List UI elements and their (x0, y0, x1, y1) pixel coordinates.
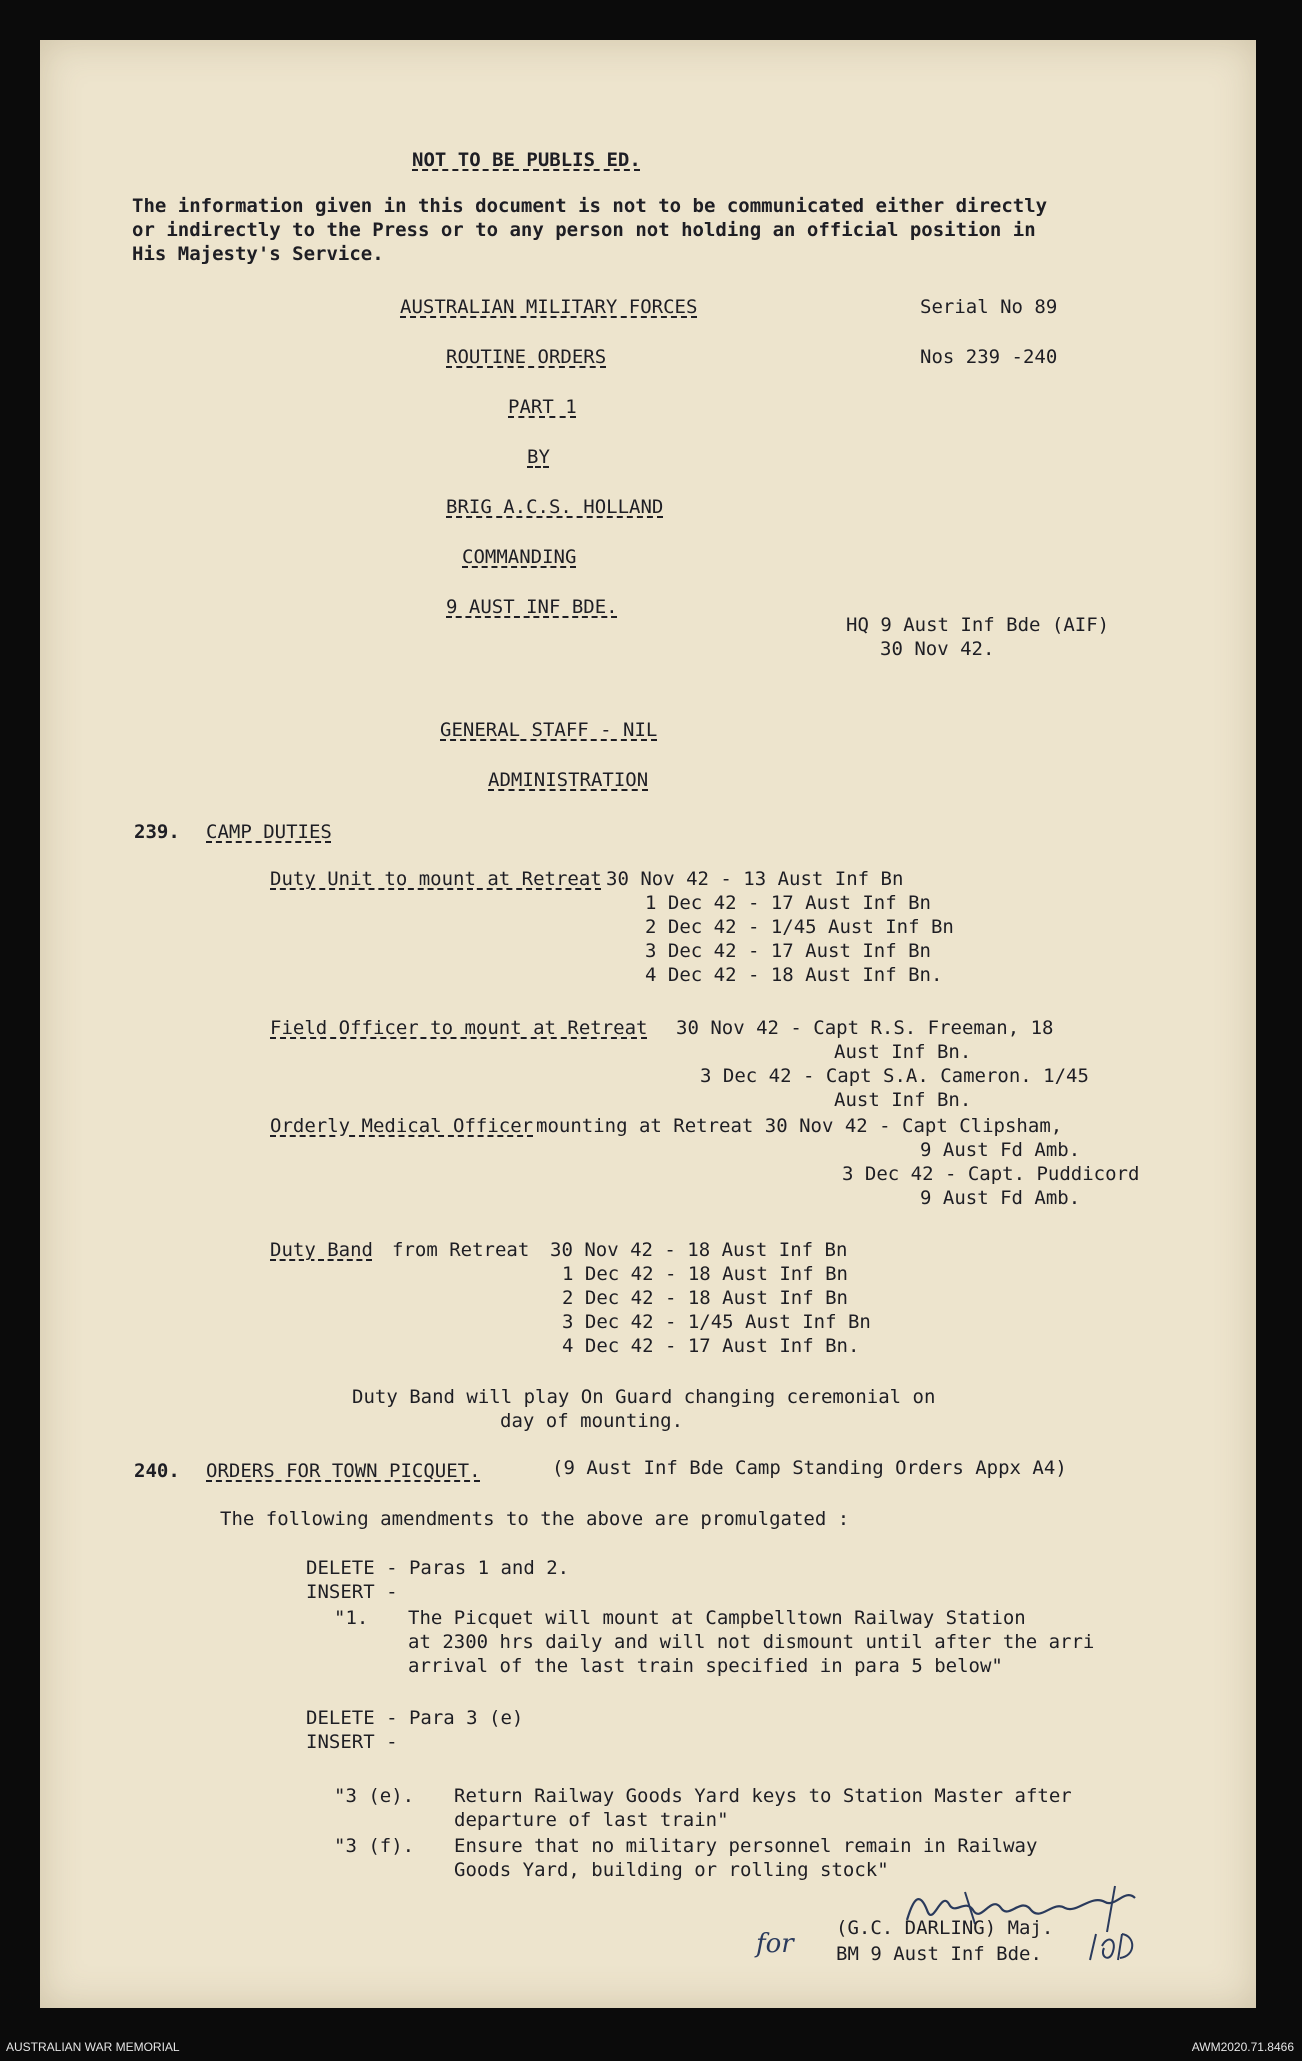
duty-band-row: 30 Nov 42 - 18 Aust Inf Bn (550, 1239, 848, 1261)
notice-line: or indirectly to the Press or to any person not holding an official position in (132, 219, 1036, 241)
delete-instruction: DELETE - Paras 1 and 2. (306, 1557, 570, 1579)
medical-officer-row: 9 Aust Fd Amb. (920, 1187, 1081, 1209)
insert-instruction: INSERT - (306, 1731, 398, 1753)
duty-unit-row: 4 Dec 42 - 18 Aust Inf Bn. (645, 964, 943, 986)
medical-officer-row: 3 Dec 42 - Capt. Puddicord (842, 1163, 1140, 1185)
archive-credit: AUSTRALIAN WAR MEMORIAL (6, 2040, 180, 2054)
order-numbers: Nos 239 -240 (920, 346, 1058, 368)
item-line: Goods Yard, building or rolling stock" (454, 1859, 889, 1881)
medical-officer-label: Orderly Medical Officer (270, 1115, 534, 1137)
administration-heading: ADMINISTRATION (488, 769, 649, 791)
para-reference: (9 Aust Inf Bde Camp Standing Orders Appx A4) (552, 1457, 1067, 1479)
field-officer-label: Field Officer to mount at Retreat (270, 1017, 648, 1039)
medical-officer-line: mounting at Retreat 30 Nov 42 - Capt Clipsham, (536, 1115, 1063, 1137)
signatory-role: BM 9 Aust Inf Bde. (836, 1943, 1042, 1965)
serial-number: Serial No 89 (920, 296, 1058, 318)
duty-unit-row: 1 Dec 42 - 17 Aust Inf Bn (645, 892, 931, 914)
field-officer-row: Aust Inf Bn. (834, 1089, 972, 1111)
duty-band-row: 2 Dec 42 - 18 Aust Inf Bn (562, 1287, 848, 1309)
item-line: departure of last train" (454, 1809, 729, 1831)
brigade-name: 9 AUST INF BDE. (446, 596, 618, 618)
insert-instruction: INSERT - (306, 1581, 398, 1603)
field-officer-row: 30 Nov 42 - Capt R.S. Freeman, 18 (676, 1017, 1054, 1039)
band-note: day of mounting. (500, 1410, 684, 1432)
part-title: PART 1 (508, 396, 577, 418)
general-staff-heading: GENERAL STAFF - NIL (440, 719, 658, 741)
signatory-name: (G.C. DARLING) Maj. (836, 1917, 1054, 1939)
para-title: CAMP DUTIES (206, 821, 332, 843)
para-title: ORDERS FOR TOWN PICQUET. (206, 1460, 481, 1482)
item-line: Return Railway Goods Yard keys to Station Master after (454, 1785, 1072, 1807)
duty-band-row: 3 Dec 42 - 1/45 Aust Inf Bn (562, 1311, 871, 1333)
notice-line: The information given in this document is not to be communicated either directly (132, 195, 1048, 217)
item-line: arrival of the last train specified in para 5 below" (408, 1655, 1003, 1677)
item-number: "3 (f). (334, 1835, 415, 1857)
item-number: "3 (e). (334, 1785, 415, 1807)
signature-for: for (756, 1929, 794, 1959)
duty-band-label: Duty Band (270, 1239, 373, 1261)
duty-band-row: 1 Dec 42 - 18 Aust Inf Bn (562, 1263, 848, 1285)
duty-unit-row: 2 Dec 42 - 1/45 Aust Inf Bn (645, 916, 954, 938)
amendment-intro: The following amendments to the above are promulgated : (220, 1508, 850, 1530)
field-officer-row: Aust Inf Bn. (834, 1041, 972, 1063)
duty-band-row: 4 Dec 42 - 17 Aust Inf Bn. (562, 1335, 860, 1357)
hq-line: HQ 9 Aust Inf Bde (AIF) (846, 614, 1110, 636)
duty-unit-label: Duty Unit to mount at Retreat (270, 868, 602, 890)
item-line: The Picquet will mount at Campbelltown Railway Station (408, 1607, 1026, 1629)
field-officer-row: 3 Dec 42 - Capt S.A. Cameron. 1/45 (700, 1065, 1089, 1087)
duty-unit-row: 3 Dec 42 - 17 Aust Inf Bn (645, 940, 931, 962)
commander-name: BRIG A.C.S. HOLLAND (446, 496, 664, 518)
duty-unit-row: 30 Nov 42 - 13 Aust Inf Bn (606, 868, 904, 890)
archive-reference: AWM2020.71.8466 (1191, 2040, 1294, 2054)
handwritten-mark (1084, 1926, 1144, 1966)
band-note: Duty Band will play On Guard changing ceremonial on (352, 1386, 936, 1408)
item-line: at 2300 hrs daily and will not dismount until after the arri (408, 1631, 1095, 1653)
document-page (40, 40, 1256, 2008)
orders-title: ROUTINE ORDERS (446, 346, 607, 368)
item-number: "1. (334, 1607, 369, 1629)
delete-instruction: DELETE - Para 3 (e) (306, 1707, 524, 1729)
notice-line: His Majesty's Service. (132, 243, 384, 265)
duty-band-line: from Retreat (392, 1239, 530, 1261)
by-label: BY (527, 446, 550, 468)
restriction-heading: NOT TO BE PUBLIS ED. (412, 149, 641, 171)
document-date: 30 Nov 42. (880, 638, 995, 660)
para-number: 240. (134, 1460, 180, 1482)
commander-role: COMMANDING (462, 546, 577, 568)
para-number: 239. (134, 821, 180, 843)
medical-officer-row: 9 Aust Fd Amb. (920, 1139, 1081, 1161)
item-line: Ensure that no military personnel remain in Railway (454, 1835, 1038, 1857)
force-title: AUSTRALIAN MILITARY FORCES (400, 296, 698, 318)
